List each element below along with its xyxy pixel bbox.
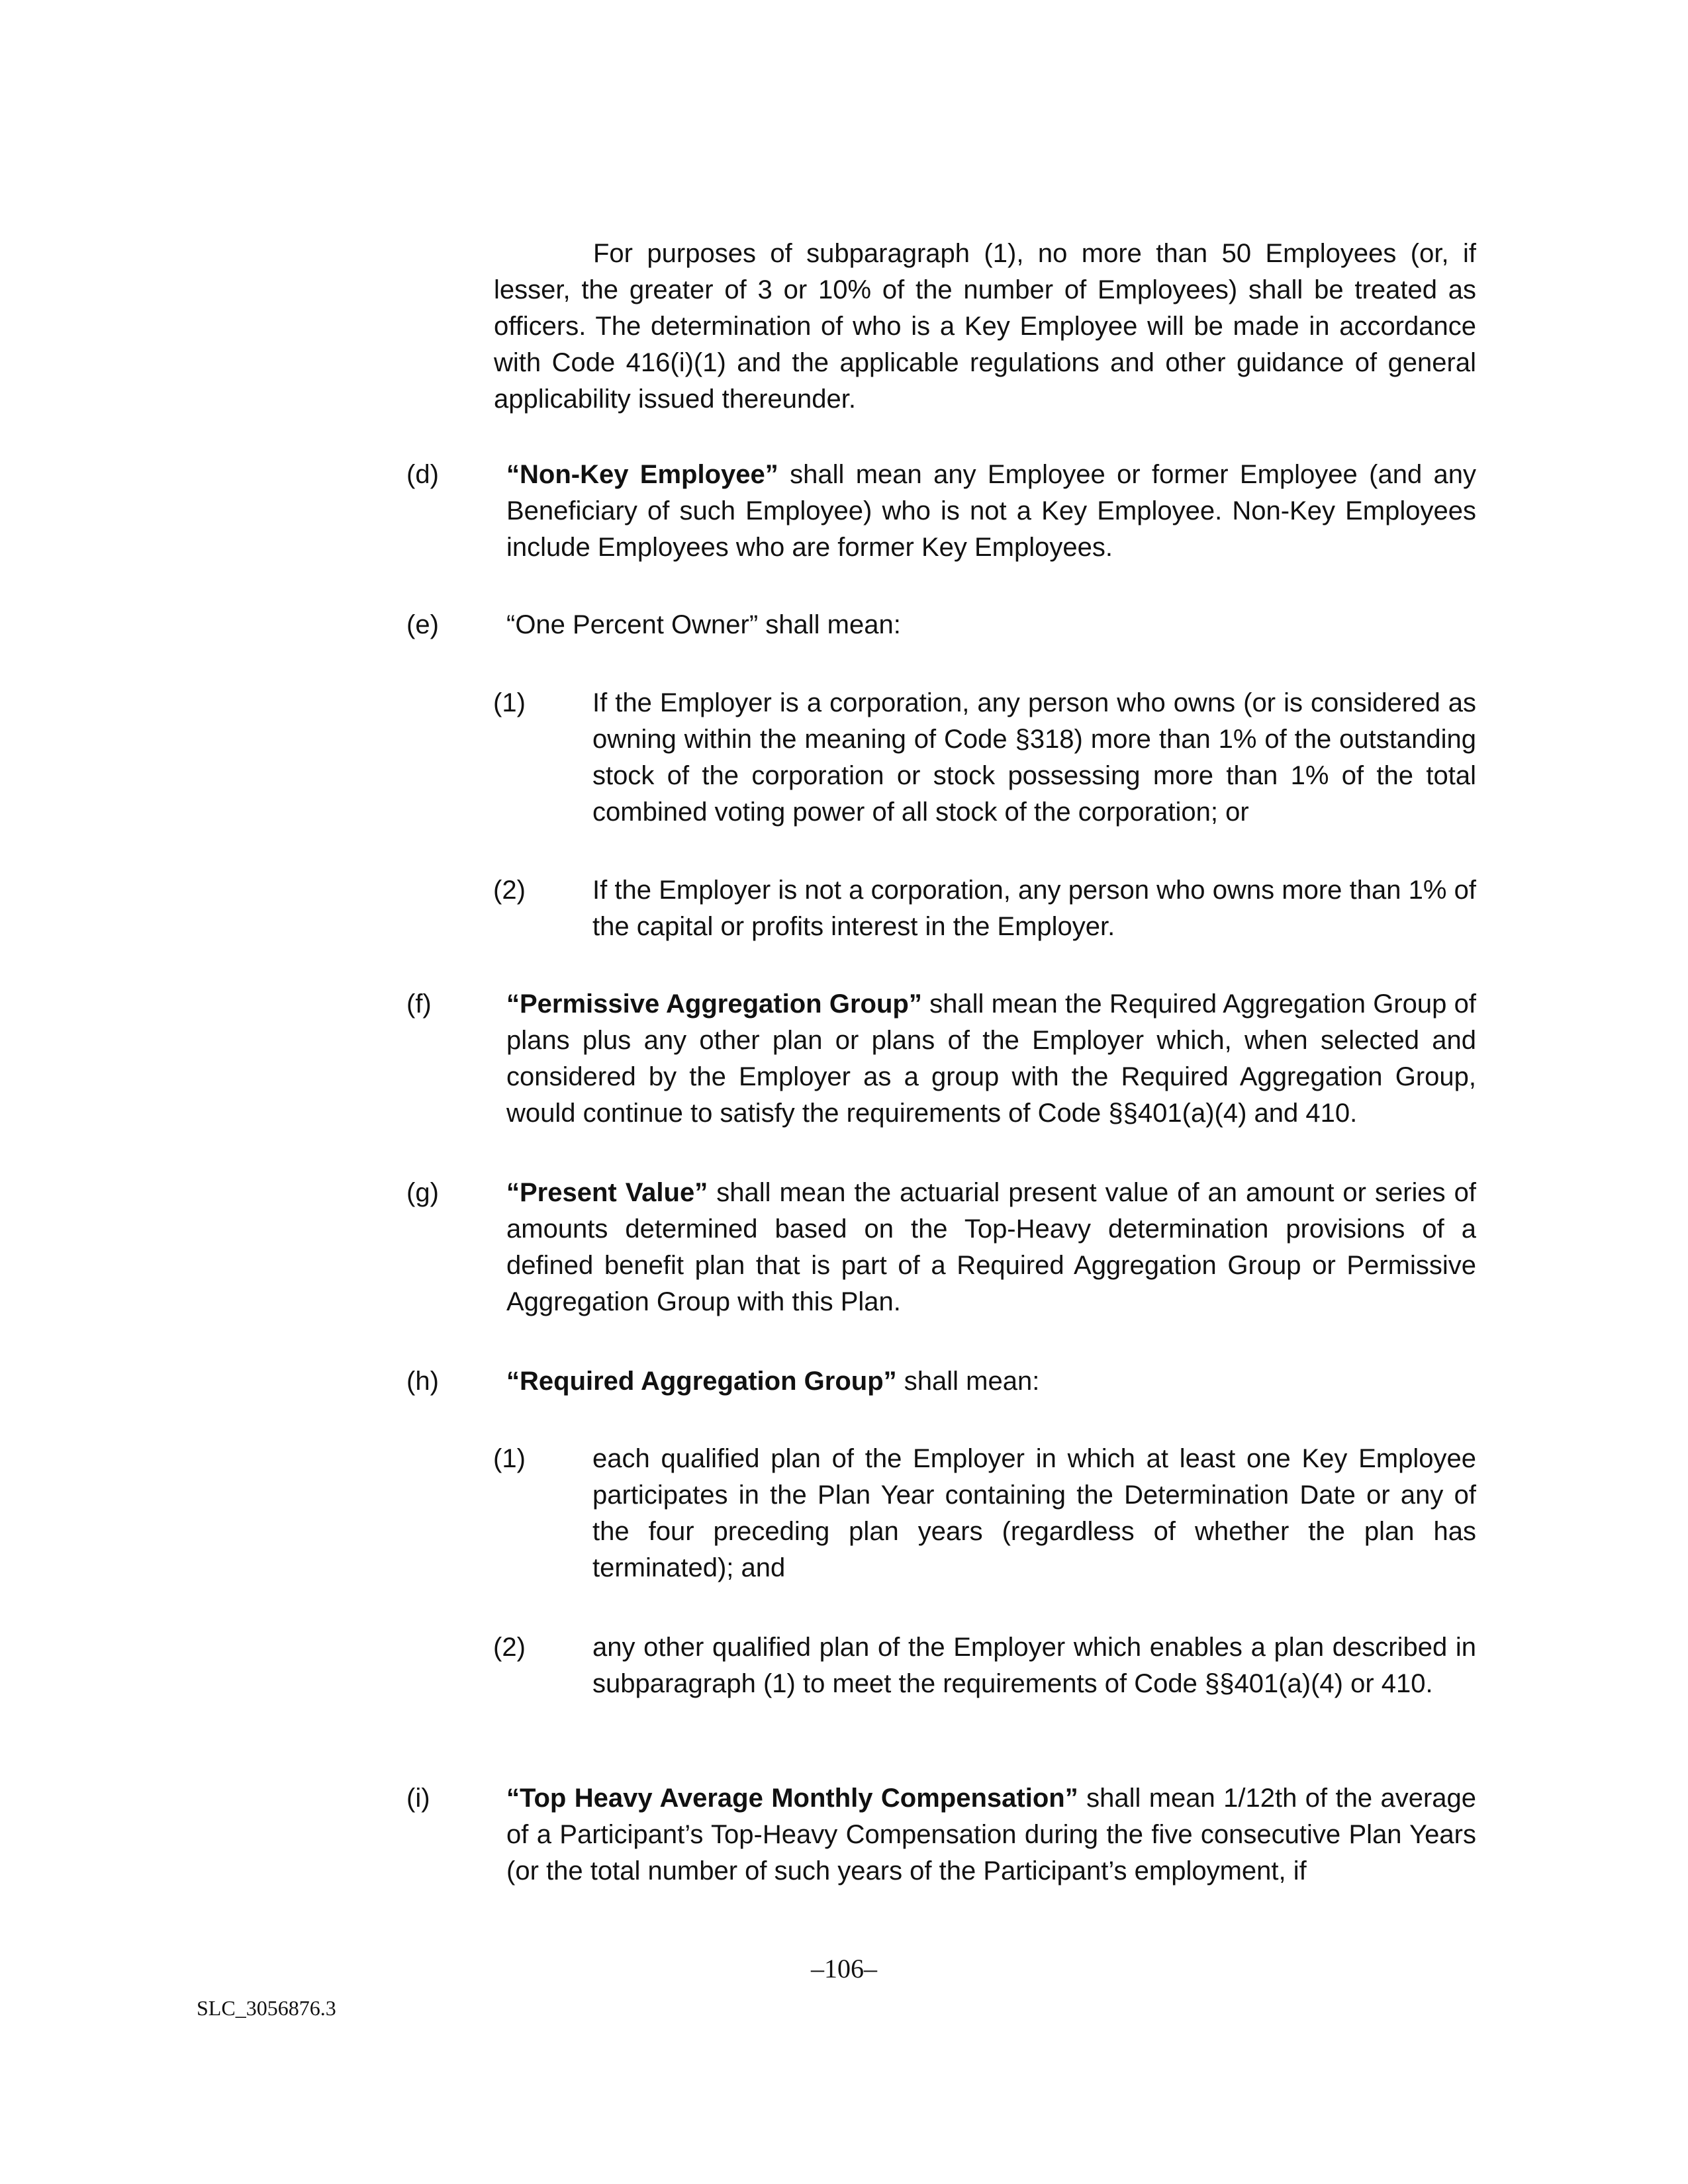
section-h-text: shall mean: bbox=[896, 1367, 1040, 1396]
section-d-text: shall mean any Employee or former Employee (and any Beneficiary of such Employee) who is not a Key Employee. Non-Key Employees include Employees who are former Key Employees. bbox=[506, 460, 1477, 562]
section-h-paragraph bbox=[506, 1363, 1476, 1400]
section-g-term: “Present Value” bbox=[506, 1178, 708, 1207]
section-f-text: shall mean the Required Aggregation Group of plans plus any other plan or plans of the Employer which, when selected and considered by the Employer as a group with the Required Aggregation Group, would continue to satisfy the requirements of Code §§401(a)(4) and 410. bbox=[506, 989, 1476, 1128]
section-d-label: (d) bbox=[406, 460, 439, 489]
section-f-paragraph bbox=[506, 986, 1476, 1132]
section-i-label: (i) bbox=[406, 1784, 430, 1813]
section-i-paragraph bbox=[506, 1780, 1476, 1889]
section-h-1-label: (1) bbox=[493, 1444, 526, 1473]
section-g-label: (g) bbox=[406, 1178, 439, 1207]
section-d-term: “Non-Key Employee” bbox=[506, 460, 778, 489]
section-h-2-label: (2) bbox=[493, 1633, 526, 1662]
section-h-1-text: each qualified plan of the Employer in which at least one Key Employee participates in the Plan Year containing the Determination Date or any of the four preceding plan years (regardless of whether the plan has terminated); and bbox=[592, 1444, 1476, 1582]
section-e-2-label: (2) bbox=[493, 876, 526, 905]
section-e-text: “One Percent Owner” shall mean: bbox=[506, 610, 901, 639]
section-e-2-text: If the Employer is not a corporation, any person who owns more than 1% of the capital or profits interest in the Employer. bbox=[592, 876, 1476, 941]
section-h-2-text: any other qualified plan of the Employer which enables a plan described in subparagraph (1) to meet the requirements of Code §§401(a)(4) or 410. bbox=[592, 1633, 1476, 1698]
intro-paragraph: For purposes of subparagraph (1), no more than 50 Employees (or, if lesser, the greater of 3 or 10% of the number of Employees) shall be treated as officers. The determination of who is a Key Employee will be made in accordance with Code 416(i)(1) and the applicable regulations and other guidance of general applicability issued thereunder. bbox=[494, 239, 1476, 414]
section-h-term: “Required Aggregation Group” bbox=[506, 1367, 897, 1396]
section-e-1-text: If the Employer is a corporation, any person who owns (or is considered as owning within the meaning of Code §318) more than 1% of the outstanding stock of the corporation or stock possessing more than 1% of the total combined voting power of all stock of the corporation; or bbox=[592, 688, 1476, 827]
page-number: –106– bbox=[811, 1954, 877, 1983]
section-i-text: shall mean 1/12th of the average of a Participant’s Top-Heavy Compensation during the five consecutive Plan Years (or the total number of such years of the Participant’s employment, if bbox=[506, 1784, 1476, 1886]
section-e-1-label: (1) bbox=[493, 688, 526, 717]
section-f-label: (f) bbox=[406, 989, 432, 1019]
section-f-term: “Permissive Aggregation Group” bbox=[506, 989, 922, 1019]
section-d-paragraph bbox=[506, 457, 1476, 566]
section-g-text: shall mean the actuarial present value of an amount or series of amounts determined based on the Top-Heavy determination provisions of a defined benefit plan that is part of a Required Aggregation Group or Permissive Aggregation Group with this Plan. bbox=[506, 1178, 1476, 1316]
section-e-label: (e) bbox=[406, 610, 439, 639]
section-i-term: “Top Heavy Average Monthly Compensation” bbox=[506, 1784, 1078, 1813]
document-id: SLC_3056876.3 bbox=[197, 1996, 336, 2020]
section-h-label: (h) bbox=[406, 1367, 439, 1396]
section-g-paragraph bbox=[506, 1175, 1476, 1320]
